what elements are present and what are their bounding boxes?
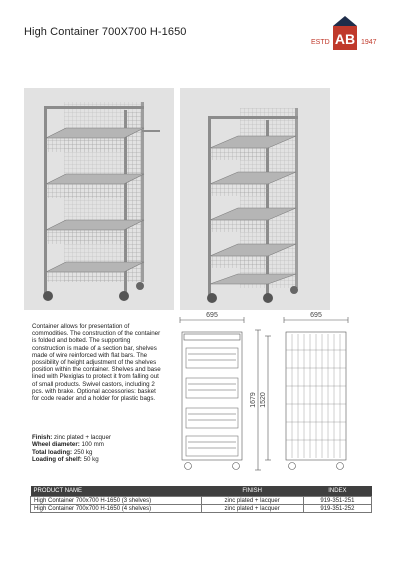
- cell-index: 919-351-252: [303, 505, 371, 513]
- spec-wheel-diameter: Wheel diameter: 100 mm: [32, 441, 104, 449]
- table-row: [31, 497, 372, 505]
- technical-drawing: [172, 310, 382, 478]
- spec-loading-of-shelf: Loading of shelf: 50 kg: [32, 456, 99, 464]
- dim-width-left: 695: [206, 312, 218, 319]
- col-index: INDEX: [303, 486, 371, 497]
- cell-finish: zinc plated + lacquer: [201, 497, 303, 505]
- product-specs: [32, 434, 172, 464]
- col-product-name: PRODUCT NAME: [31, 486, 202, 497]
- logo-year: 1947: [361, 39, 377, 46]
- logo-estd: ESTD: [311, 39, 330, 46]
- cell-product-name: High Container 700x700 H-1650 (3 shelves): [31, 497, 202, 505]
- col-finish: FINISH: [201, 486, 303, 497]
- product-table: [30, 486, 372, 513]
- logo-brand: AB: [334, 31, 356, 47]
- cell-index: 919-351-251: [303, 497, 371, 505]
- dim-height-total: 1679: [250, 392, 257, 408]
- spec-finish: Finish: zinc plated + lacquer: [32, 434, 111, 441]
- spec-total-loading: Total loading: 250 kg: [32, 448, 93, 456]
- dim-width-right: 695: [310, 312, 322, 319]
- page-title: High Container 700X700 H-1650: [24, 26, 187, 38]
- dim-height-inner: 1520: [260, 392, 267, 408]
- brand-logo: [306, 12, 384, 64]
- product-photo-4-shelves: [180, 88, 330, 310]
- cell-finish: zinc plated + lacquer: [201, 505, 303, 513]
- product-photo-3-shelves: [24, 88, 174, 310]
- table-header-row: [31, 486, 372, 497]
- table-row: [31, 505, 372, 513]
- cell-product-name: High Container 700x700 H-1650 (4 shelves): [31, 505, 202, 513]
- product-description: Container allows for presentation of commodities. The construction of the container is folded and bolted. The supporting construction is made of a section bar, shelves made of wire reinforced with flat bars. The possibility of height adjustment of the shelves position within the container. Shelves and base lined with Plexiglas to protect it from falling out of small products. Swivel castors, including 2 pcs. with brake. Optional accessories: basket for code reader and a holder for plastic bags.: [32, 323, 161, 403]
